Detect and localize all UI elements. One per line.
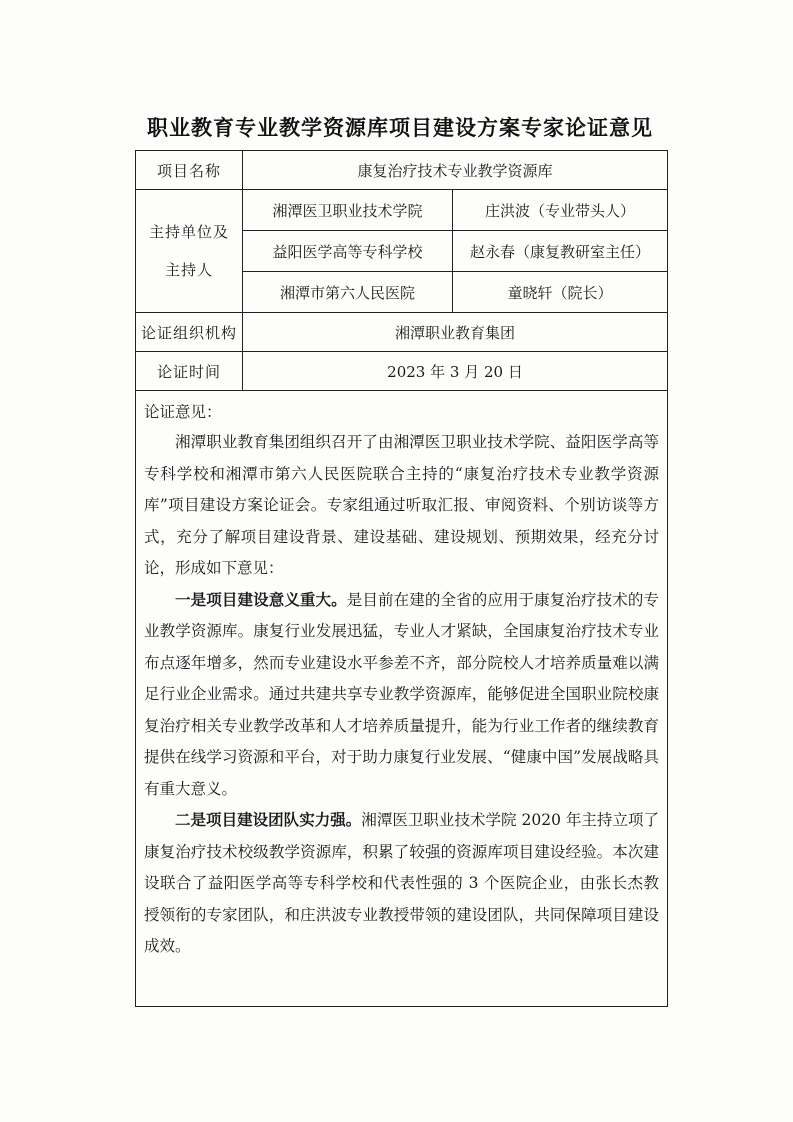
point-2-title: 二是项目建设团队实力强。 [175,811,362,829]
host-unit-1: 湘潭医卫职业技术学院 [243,190,453,231]
point-1-title: 一是项目建设意义重大。 [175,590,347,609]
time-value: 2023 年 3 月 20 日 [243,352,668,391]
host-row-1 [136,190,668,231]
host-label [136,190,243,313]
time-label: 论证时间 [136,352,243,391]
opinion-heading: 论证意见： [144,403,222,421]
host-label-line1: 主持单位及 [148,223,229,241]
host-unit-3: 湘潭市第六人民医院 [243,272,453,313]
point-2-text: 湘潭医卫职业技术学院 2020 年主持立项了康复治疗技术校级教学资源库，积累了较强的资源库项目建设经验。本次建设联合了益阳医学高等专科学校和代表性强的 3 个医院企业，由张长杰教授领衔的专家团队，和庄洪波专业教授带领的建设团队，共同保障项目建设成效。 [144,811,660,955]
opinion-point-1 [144,585,659,806]
time-row [136,352,668,391]
opinion-cell [136,391,668,1007]
host-person-3: 童晓轩（院长） [453,272,668,313]
opinion-row [136,391,668,1007]
host-unit-2: 益阳医学高等专科学校 [243,231,453,272]
point-1-text: 是目前在建的全省的应用于康复治疗技术的专业教学资源库。康复行业发展迅猛，专业人才紧缺，全国康复治疗技术专业布点逐年增多，然而专业建设水平参差不齐，部分院校人才培养质量难以满足行业企业需求。通过共建共享专业教学资源库，能够促进全国职业院校康复治疗相关专业教学改革和人才培养质量提升，能为行业工作者的继续教育提供在线学习资源和平台，对于助力康复行业发展、“健康中国”发展战略具有重大意义。 [144,590,660,798]
project-name-row [136,151,668,190]
host-person-2: 赵永春（康复教研室主任） [453,231,668,272]
opinion-intro: 湘潭职业教育集团组织召开了由湘潭医卫职业技术学院、益阳医学高等专科学校和湘潭市第六人民医院联合主持的“康复治疗技术专业教学资源库”项目建设方案论证会。专家组通过听取汇报、审阅资料、个别访谈等方式，充分了解项目建设背景、建设基础、建设规划、预期效果，经充分讨论，形成如下意见： [144,433,660,577]
project-name-label: 项目名称 [136,151,243,190]
expert-opinion-form [135,150,668,1007]
org-row [136,313,668,352]
org-label: 论证组织机构 [136,313,243,352]
host-person-1: 庄洪波（专业带头人） [453,190,668,231]
opinion-point-2 [144,805,659,963]
org-value: 湘潭职业教育集团 [243,313,668,352]
host-label-line2: 主持人 [164,261,213,279]
project-name-value: 康复治疗技术专业教学资源库 [243,151,668,190]
document-title: 职业教育专业教学资源库项目建设方案专家论证意见 [147,116,653,140]
